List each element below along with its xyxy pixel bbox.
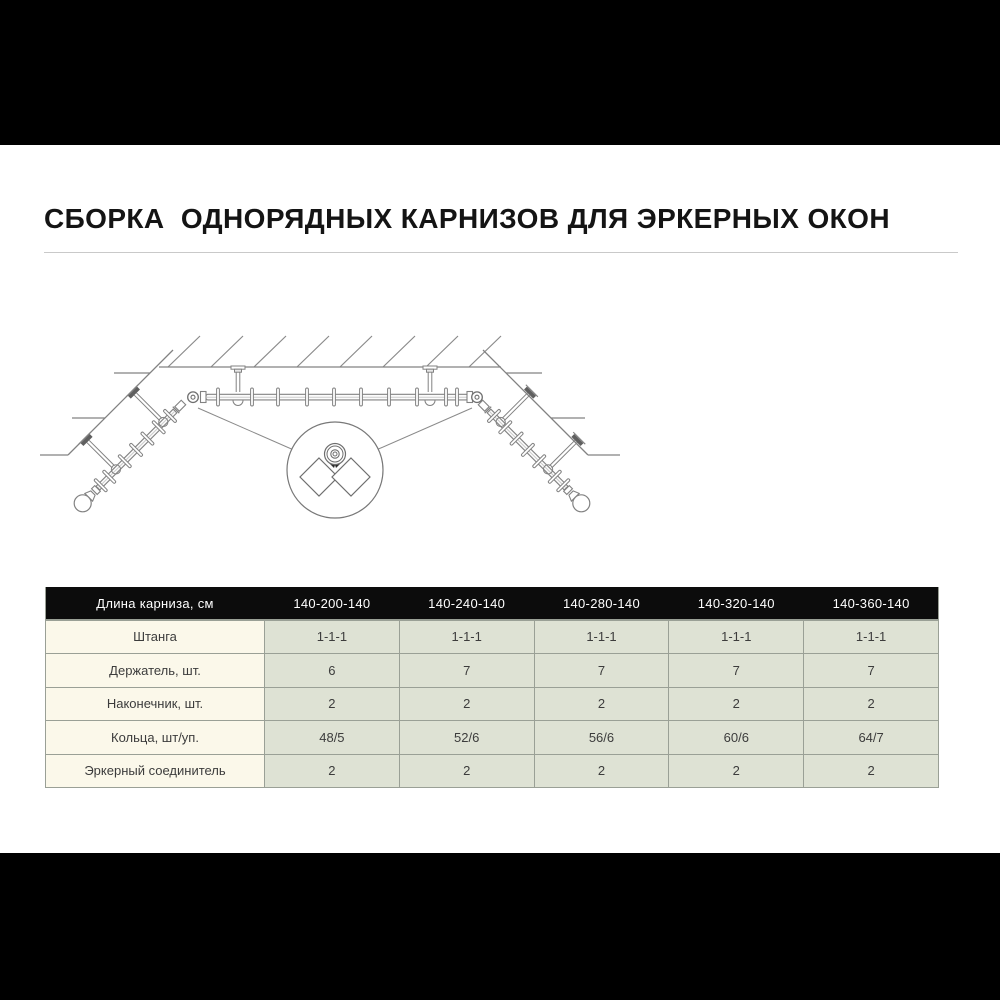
- spec-table-header-row: [46, 587, 938, 619]
- value-cell: 2: [804, 755, 938, 788]
- curtain-rod-center: [201, 392, 473, 403]
- value-cell: 2: [400, 755, 534, 788]
- value-cell: 2: [804, 688, 938, 721]
- ceiling-hatching: [168, 336, 501, 367]
- row-label-soedinitel: Эркерный соединитель: [46, 755, 264, 788]
- value-cell: 7: [400, 654, 534, 687]
- value-cell: 2: [669, 755, 803, 788]
- value-cell: 64/7: [804, 721, 938, 754]
- value-cell: 1-1-1: [804, 621, 938, 654]
- corner-swivel-right: [472, 392, 483, 403]
- bay-connector-detail-callout: [287, 422, 383, 518]
- value-cell: 48/5: [265, 721, 399, 754]
- header-cell-size-5: 140-360-140: [804, 587, 938, 619]
- value-cell: 1-1-1: [265, 621, 399, 654]
- header-cell-size-4: 140-320-140: [669, 587, 803, 619]
- value-cell: 1-1-1: [400, 621, 534, 654]
- corner-swivel-left: [188, 392, 199, 403]
- angled-rod-right: [475, 371, 619, 515]
- value-cell: 52/6: [400, 721, 534, 754]
- header-cell-size-2: 140-240-140: [400, 587, 534, 619]
- value-cell: 7: [535, 654, 669, 687]
- spec-table: [45, 587, 939, 788]
- assembly-drawing: [40, 330, 660, 540]
- value-cell: 6: [265, 654, 399, 687]
- header-cell-size-1: 140-200-140: [265, 587, 399, 619]
- row-label-nakonechnik: Наконечник, шт.: [46, 688, 264, 721]
- row-label-koltsa: Кольца, шт/уп.: [46, 721, 264, 754]
- value-cell: 2: [400, 688, 534, 721]
- value-cell: 56/6: [535, 721, 669, 754]
- page-title: СБОРКА ОДНОРЯДНЫХ КАРНИЗОВ ДЛЯ ЭРКЕРНЫХ ОКОН: [44, 203, 890, 234]
- value-cell: 2: [535, 688, 669, 721]
- top-letterbox-bar: [0, 0, 1000, 145]
- value-cell: 7: [804, 654, 938, 687]
- angled-rod-left: [45, 371, 189, 515]
- header-cell-size-3: 140-280-140: [535, 587, 669, 619]
- header-cell-length: Длина карниза, см: [46, 587, 264, 619]
- title-divider: [44, 252, 958, 253]
- row-label-shtanga: Штанга: [46, 621, 264, 654]
- value-cell: 1-1-1: [669, 621, 803, 654]
- bottom-letterbox-bar: [0, 853, 1000, 1000]
- value-cell: 1-1-1: [535, 621, 669, 654]
- value-cell: 60/6: [669, 721, 803, 754]
- value-cell: 2: [535, 755, 669, 788]
- value-cell: 2: [265, 755, 399, 788]
- row-label-derzhatel: Держатель, шт.: [46, 654, 264, 687]
- value-cell: 7: [669, 654, 803, 687]
- value-cell: 2: [669, 688, 803, 721]
- value-cell: 2: [265, 688, 399, 721]
